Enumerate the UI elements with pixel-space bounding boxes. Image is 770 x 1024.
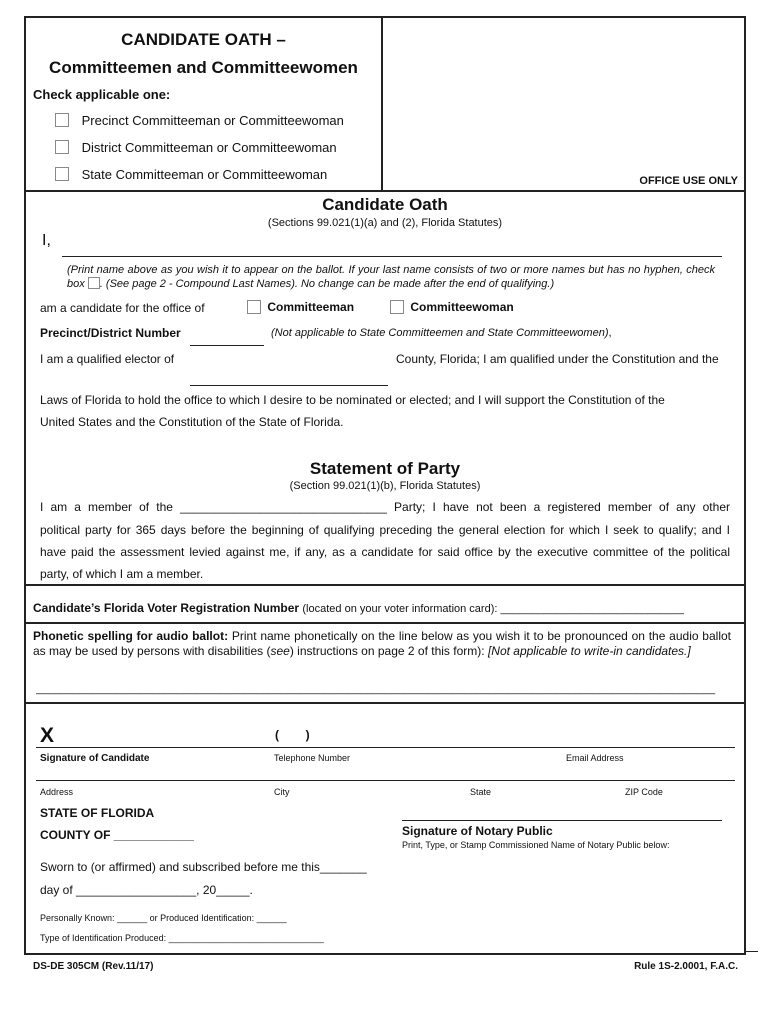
header-divider xyxy=(381,16,383,192)
phonetic-text: Phonetic spelling for audio ballot: Print name phonetically on the line below as you wish it to be pronounced on the audio ballot as may be used by persons with disabilities (see) instructions on page 2 of this form): [Not applicable to write-in candidates.] xyxy=(33,629,731,658)
sworn-text: Sworn to (or affirmed) and subscribed before me this_______ xyxy=(40,860,367,874)
signature-x-mark: X xyxy=(40,724,55,747)
identification-type-text: Type of Identification Produced: _______________________________ xyxy=(40,933,324,943)
voter-registration-note[interactable]: (located on your voter information card): ______________________________ xyxy=(302,603,685,615)
i-label: I, xyxy=(42,232,51,249)
print-name-note: (Print name above as you wish it to appear on the ballot. If your last name consists of two or more names but has no hyphen, check box . (See page 2 - Compound Last Names). No change can be made after the end of qualifying.) xyxy=(67,264,715,290)
voter-registration-row xyxy=(33,601,684,615)
day-of-text: day of __________________, 20_____. xyxy=(40,883,253,897)
phonetic-label: Phonetic spelling for audio ballot: xyxy=(33,629,229,643)
check-applicable-label: Check applicable one: xyxy=(33,87,171,102)
form-title: CANDIDATE OATH – xyxy=(121,30,286,49)
district-checkbox[interactable] xyxy=(55,140,69,154)
option-precinct[interactable] xyxy=(55,113,344,128)
party-line-1: I am a member of the _______________________________ Party; I have not been a registered member of any other xyxy=(40,500,730,514)
oath-sections: (Sections 99.021(1)(a) and (2), Florida Statutes) xyxy=(267,217,503,229)
laws-text-1: Laws of Florida to hold the office to which I desire to be nominated or elected; and I will support the Constitution of the xyxy=(40,393,665,407)
committeeman-option[interactable] xyxy=(247,300,354,314)
precinct-number-label: Precinct/District Number xyxy=(40,326,181,340)
party-sections: (Section 99.021(1)(b), Florida Statutes) xyxy=(289,480,481,492)
state-of-florida: STATE OF FLORIDA xyxy=(40,806,155,820)
signature-label: Signature of Candidate xyxy=(40,753,150,764)
party-line-4: party, of which I am a member. xyxy=(40,567,204,581)
divider-phonetic-top xyxy=(24,622,746,624)
party-line-3: have paid the assessment levied against me, if any, as a candidate for said office by the executive committee of the political xyxy=(40,545,730,559)
phonetic-blank-line[interactable]: _______________________________________________________________________________________________________________ xyxy=(36,683,716,695)
zip-label: ZIP Code xyxy=(625,787,663,797)
committeewoman-option[interactable] xyxy=(390,300,514,314)
committeeman-label: Committeeman xyxy=(267,300,355,314)
state-option-label: State Committeeman or Committeewoman xyxy=(81,167,328,182)
compound-name-checkbox[interactable] xyxy=(88,277,100,289)
committeewoman-label: Committeewoman xyxy=(410,300,514,314)
form-subtitle: Committeemen and Committeewomen xyxy=(49,58,358,77)
laws-text-2: United States and the Constitution of the State of Florida. xyxy=(40,415,344,429)
option-district[interactable] xyxy=(55,140,337,155)
personally-known-text: Personally Known: ______ or Produced Identification: ______ xyxy=(40,913,287,923)
signature-line[interactable] xyxy=(36,747,735,748)
option-state[interactable] xyxy=(55,167,327,182)
address-line[interactable] xyxy=(36,780,735,781)
email-label: Email Address xyxy=(566,753,624,763)
telephone-label: Telephone Number xyxy=(274,753,351,763)
candidate-name-line[interactable] xyxy=(62,256,722,257)
state-checkbox[interactable] xyxy=(55,167,69,181)
county-text: County, Florida; I am qualified under the Constitution and the xyxy=(396,352,719,366)
office-use-label: OFFICE USE ONLY xyxy=(639,175,738,187)
precinct-note: (Not applicable to State Committeemen and State Committeewomen), xyxy=(271,327,612,339)
phone-parens: ( ) xyxy=(275,728,310,742)
form-id: DS-DE 305CM (Rev.11/17) xyxy=(33,961,154,972)
address-label: Address xyxy=(40,787,74,797)
precinct-number-line[interactable] xyxy=(190,345,264,346)
candidate-for-label: am a candidate for the office of xyxy=(40,301,205,315)
party-title: Statement of Party xyxy=(309,459,461,478)
committeeman-checkbox[interactable] xyxy=(247,300,261,314)
county-of: COUNTY OF ____________ xyxy=(40,828,194,842)
state-label: State xyxy=(470,787,492,797)
divider-voter-reg-top xyxy=(24,584,746,586)
divider-signature-top xyxy=(24,702,746,704)
committeewoman-checkbox[interactable] xyxy=(390,300,404,314)
precinct-option-label: Precinct Committeeman or Committeewoman xyxy=(81,113,344,128)
rule-reference: Rule 1S-2.0001, F.A.C. xyxy=(634,961,738,972)
precinct-checkbox[interactable] xyxy=(55,113,69,127)
district-option-label: District Committeeman or Committeewoman xyxy=(81,140,337,155)
notary-print-label: Print, Type, or Stamp Commissioned Name of Notary Public below: xyxy=(402,840,670,850)
county-line[interactable] xyxy=(190,385,388,386)
notary-signature-label: Signature of Notary Public xyxy=(402,824,553,838)
elector-label: I am a qualified elector of xyxy=(40,352,175,366)
outer-tick xyxy=(746,951,758,952)
city-label: City xyxy=(274,787,290,797)
oath-title: Candidate Oath xyxy=(322,195,448,214)
notary-signature-line[interactable] xyxy=(402,820,722,821)
party-line-2: political party for 365 days before the beginning of qualifying preceding the general election for which I seek to qualify; and I xyxy=(40,523,730,537)
voter-registration-label: Candidate’s Florida Voter Registration Number xyxy=(33,601,300,615)
